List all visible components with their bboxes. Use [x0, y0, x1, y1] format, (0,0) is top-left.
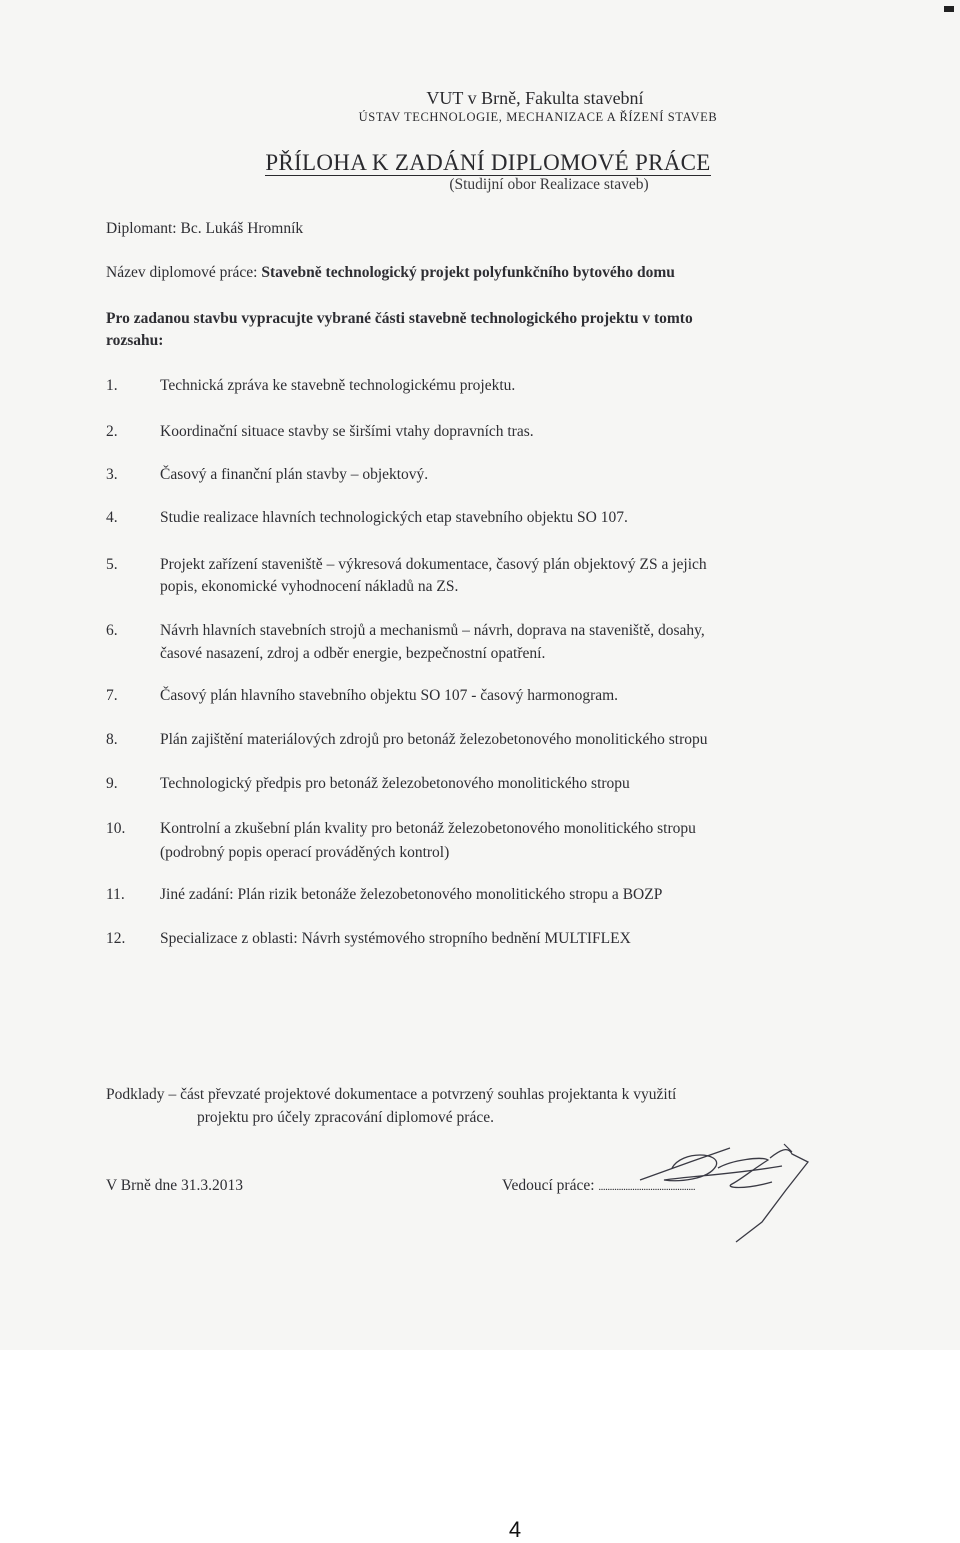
signature-dotted-line: ...........................................	[598, 1181, 696, 1193]
study-field: (Studijní obor Realizace staveb)	[449, 176, 649, 193]
item-text: Studie realizace hlavních technologických etap stavebního objektu SO 107.	[160, 509, 628, 526]
document-title	[0, 150, 960, 176]
item-text-cont: (podrobný popis operací prováděných kontrol)	[160, 844, 450, 861]
item-text: Jiné zadání: Plán rizik betonáže železobetonového monolitického stropu a BOZP	[160, 886, 663, 903]
item-text-cont: časové nasazení, zdroj a odběr energie, bezpečnostní opatření.	[160, 645, 546, 662]
thesis-title: Stavebně technologický projekt polyfunkčního bytového domu	[261, 264, 675, 281]
item-text: Specializace z oblasti: Návrh systémového stropního bednění MULTIFLEX	[160, 930, 631, 947]
item-number: 8.	[106, 731, 118, 748]
student-label: Diplomant:	[106, 220, 177, 237]
item-text: Projekt zařízení staveniště – výkresová dokumentace, časový plán objektový ZS a jejich	[160, 556, 707, 573]
item-text: Technická zpráva ke stavebně technologickému projektu.	[160, 377, 516, 394]
item-number: 11.	[106, 886, 125, 903]
item-text: Kontrolní a zkušební plán kvality pro betonáž železobetonového monolitického stropu	[160, 820, 696, 837]
basis-text-1: část převzaté projektové dokumentace a potvrzený souhlas projektanta k využití	[180, 1086, 677, 1103]
basis-dash: –	[168, 1086, 177, 1103]
item-number: 1.	[106, 377, 118, 394]
page-number: 4	[508, 1517, 522, 1542]
basis-line-2: projektu pro účely zpracování diplomové práce.	[197, 1109, 494, 1126]
basis-line-1	[106, 1086, 676, 1104]
item-number: 2.	[106, 423, 118, 440]
instruction-line-2: rozsahu:	[106, 332, 164, 349]
item-number: 3.	[106, 466, 118, 483]
item-number: 6.	[106, 622, 118, 639]
scan-corner-mark	[944, 6, 954, 12]
thesis-line	[106, 264, 675, 282]
item-number: 7.	[106, 687, 118, 704]
basis-label: Podklady	[106, 1086, 165, 1103]
date-line: V Brně dne 31.3.2013	[106, 1177, 244, 1194]
student-line	[106, 220, 303, 238]
item-number: 10.	[106, 820, 126, 837]
item-text: Koordinační situace stavby se širšími vtahy dopravních tras.	[160, 423, 534, 440]
item-number: 9.	[106, 775, 118, 792]
institute-heading: ÚSTAV TECHNOLOGIE, MECHANIZACE A ŘÍZENÍ STAVEB	[358, 110, 718, 124]
document-title-text: PŘÍLOHA K ZADÁNÍ DIPLOMOVÉ PRÁCE	[265, 150, 711, 175]
item-text: Technologický předpis pro betonáž železobetonového monolitického stropu	[160, 775, 630, 792]
instruction-line-1: Pro zadanou stavbu vypracujte vybrané části stavebně technologického projektu v tomto	[106, 310, 693, 327]
signature-stroke-3	[736, 1150, 808, 1242]
item-number: 4.	[106, 509, 118, 526]
item-text-cont: popis, ekonomické vyhodnocení nákladů na ZS.	[160, 578, 459, 595]
supervisor-label: Vedoucí práce:	[502, 1177, 595, 1194]
item-text: Časový a finanční plán stavby – objektový.	[160, 466, 429, 483]
item-number: 12.	[106, 930, 126, 947]
item-text: Návrh hlavních stavebních strojů a mechanismů – návrh, doprava na staveniště, dosahy,	[160, 622, 705, 639]
university-heading: VUT v Brně, Fakulta stavební	[426, 88, 644, 108]
item-text: Plán zajištění materiálových zdrojů pro betonáž železobetonového monolitického stropu	[160, 731, 708, 748]
student-name: Bc. Lukáš Hromník	[180, 220, 304, 237]
supervisor-signature	[612, 1140, 822, 1245]
item-text: Časový plán hlavního stavebního objektu SO 107 - časový harmonogram.	[160, 687, 619, 704]
thesis-label: Název diplomové práce:	[106, 264, 258, 281]
item-number: 5.	[106, 556, 118, 573]
signature-stroke-4	[784, 1144, 792, 1152]
